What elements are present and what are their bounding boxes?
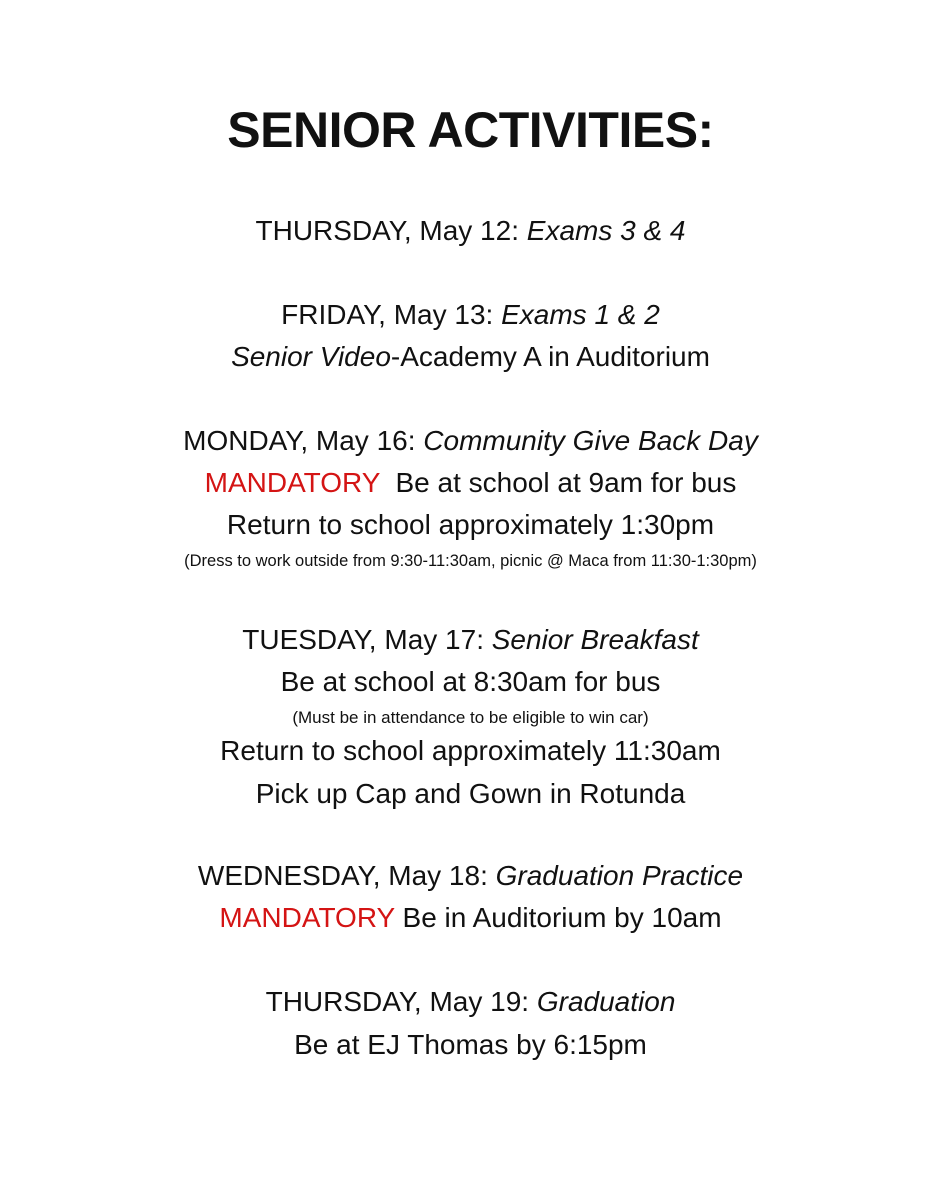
tuesday-note: (Must be in attendance to be eligible to win car) bbox=[292, 708, 649, 727]
mandatory-badge: MANDATORY bbox=[204, 467, 380, 498]
thursday-may19-line bbox=[0, 983, 941, 1021]
day-label: THURSDAY, May 19: bbox=[265, 986, 537, 1017]
event-label: Exams 1 & 2 bbox=[501, 299, 660, 330]
day-label: WEDNESDAY, May 18: bbox=[197, 860, 496, 891]
monday-return-line: Return to school approximately 1:30pm bbox=[226, 509, 715, 540]
day-label: THURSDAY, May 12: bbox=[255, 215, 527, 246]
tuesday-cap-line: Pick up Cap and Gown in Rotunda bbox=[255, 778, 686, 809]
day-label: FRIDAY, May 13: bbox=[281, 299, 502, 330]
bus-time: Be at school at 9am for bus bbox=[379, 467, 737, 498]
event-label: Graduation bbox=[536, 986, 676, 1017]
event-label: Community Give Back Day bbox=[423, 425, 758, 456]
friday-video-line bbox=[0, 338, 941, 376]
day-label: TUESDAY, May 17: bbox=[242, 624, 492, 655]
day-label: MONDAY, May 16: bbox=[183, 425, 424, 456]
event-label: Exams 3 & 4 bbox=[526, 215, 686, 246]
senior-video-label: Senior Video bbox=[231, 341, 391, 372]
monday-bus-line bbox=[0, 464, 941, 502]
location-time: Be in Auditorium by 10am bbox=[394, 902, 722, 933]
wednesday-where-line bbox=[0, 899, 941, 937]
thursday-may19-where-line: Be at EJ Thomas by 6:15pm bbox=[294, 1029, 647, 1060]
tuesday-return-line: Return to school approximately 11:30am bbox=[220, 735, 721, 766]
event-label: Graduation Practice bbox=[495, 860, 744, 891]
tuesday-line bbox=[0, 621, 941, 659]
thursday-may12-line bbox=[0, 212, 941, 250]
senior-video-detail: -Academy A in Auditorium bbox=[390, 341, 710, 372]
wednesday-line bbox=[0, 857, 941, 895]
monday-note: (Dress to work outside from 9:30-11:30am, picnic @ Maca from 11:30-1:30pm) bbox=[184, 552, 757, 570]
friday-line bbox=[0, 296, 941, 334]
event-label: Senior Breakfast bbox=[491, 624, 699, 655]
tuesday-bus-line: Be at school at 8:30am for bus bbox=[280, 666, 661, 697]
mandatory-badge: MANDATORY bbox=[219, 902, 395, 933]
monday-line bbox=[0, 422, 941, 460]
page-title: SENIOR ACTIVITIES: bbox=[227, 102, 714, 158]
